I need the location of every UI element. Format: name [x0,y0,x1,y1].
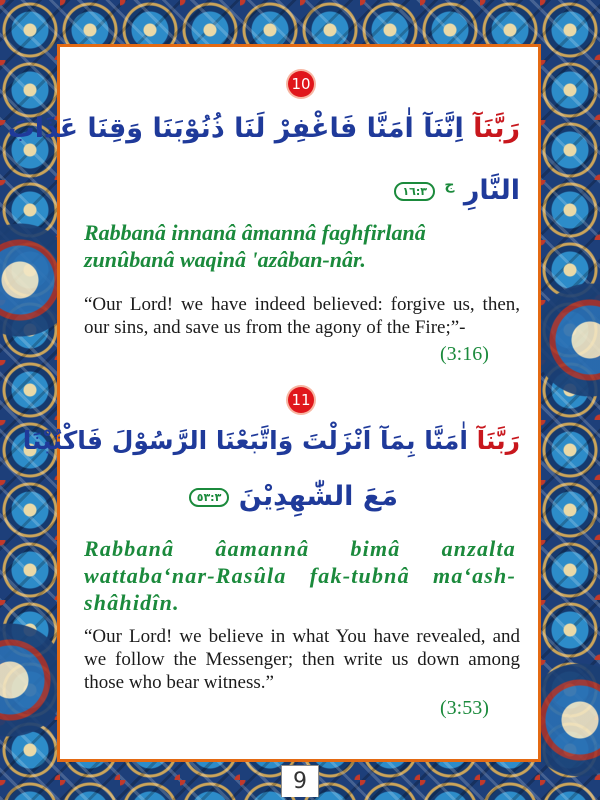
verse-reference: (3:16) [440,343,489,365]
stop-mark: ج [444,177,455,193]
arabic-opening-word: رَبَّنَآ [473,113,520,144]
verse-number-badge: 10 [288,71,314,97]
translation: “Our Lord! we believe in what You have revealed, and we follow the Messenger; then write us down among those who bear witness.” [84,626,520,693]
verse-number-badge: 11 [288,387,314,413]
translation: “Our Lord! we have indeed believed: forgive us, then, our sins, and save us from the agony of the Fire;”- [84,294,520,338]
arabic-text: اٰمَنَّا بِمَآ اَنْزَلْتَ وَاتَّبَعْنَا الرَّسُوْلَ فَاكْتُبْنَا [22,426,468,455]
arabic-text: اِنَّنَآ اٰمَنَّا فَاغْفِرْ لَنَا ذُنُوْبَنَا وَقِنَا عَذَابَ [7,113,464,144]
content-card [7,44,541,762]
arabic-verse-line [394,163,520,213]
ayah-marker-icon: ١٦:٣ [394,182,435,201]
arabic-text: مَعَ الشّٰهِدِيْنَ [238,481,398,512]
transliteration: Rabbanâ âamannâ bimâ anzalta wattaba‘nar-Rasûla fak-tubnâ ma‘ash-shâhidîn. [84,536,516,615]
arabic-verse-line [189,475,398,519]
transliteration: Rabbanâ innanâ âmannâ faghfirlanâ zunûbanâ waqinâ 'azâban-nâr. [84,220,426,272]
arabic-text: النَّارِ [463,175,520,206]
arabic-verse-line [23,419,520,463]
ayah-marker-icon: ٥٣:٣ [189,488,230,507]
page-number: 9 [281,765,319,797]
verse-reference: (3:53) [440,697,489,719]
arabic-opening-word: رَبَّنَآ [476,426,520,455]
arabic-verse-line [8,107,520,151]
